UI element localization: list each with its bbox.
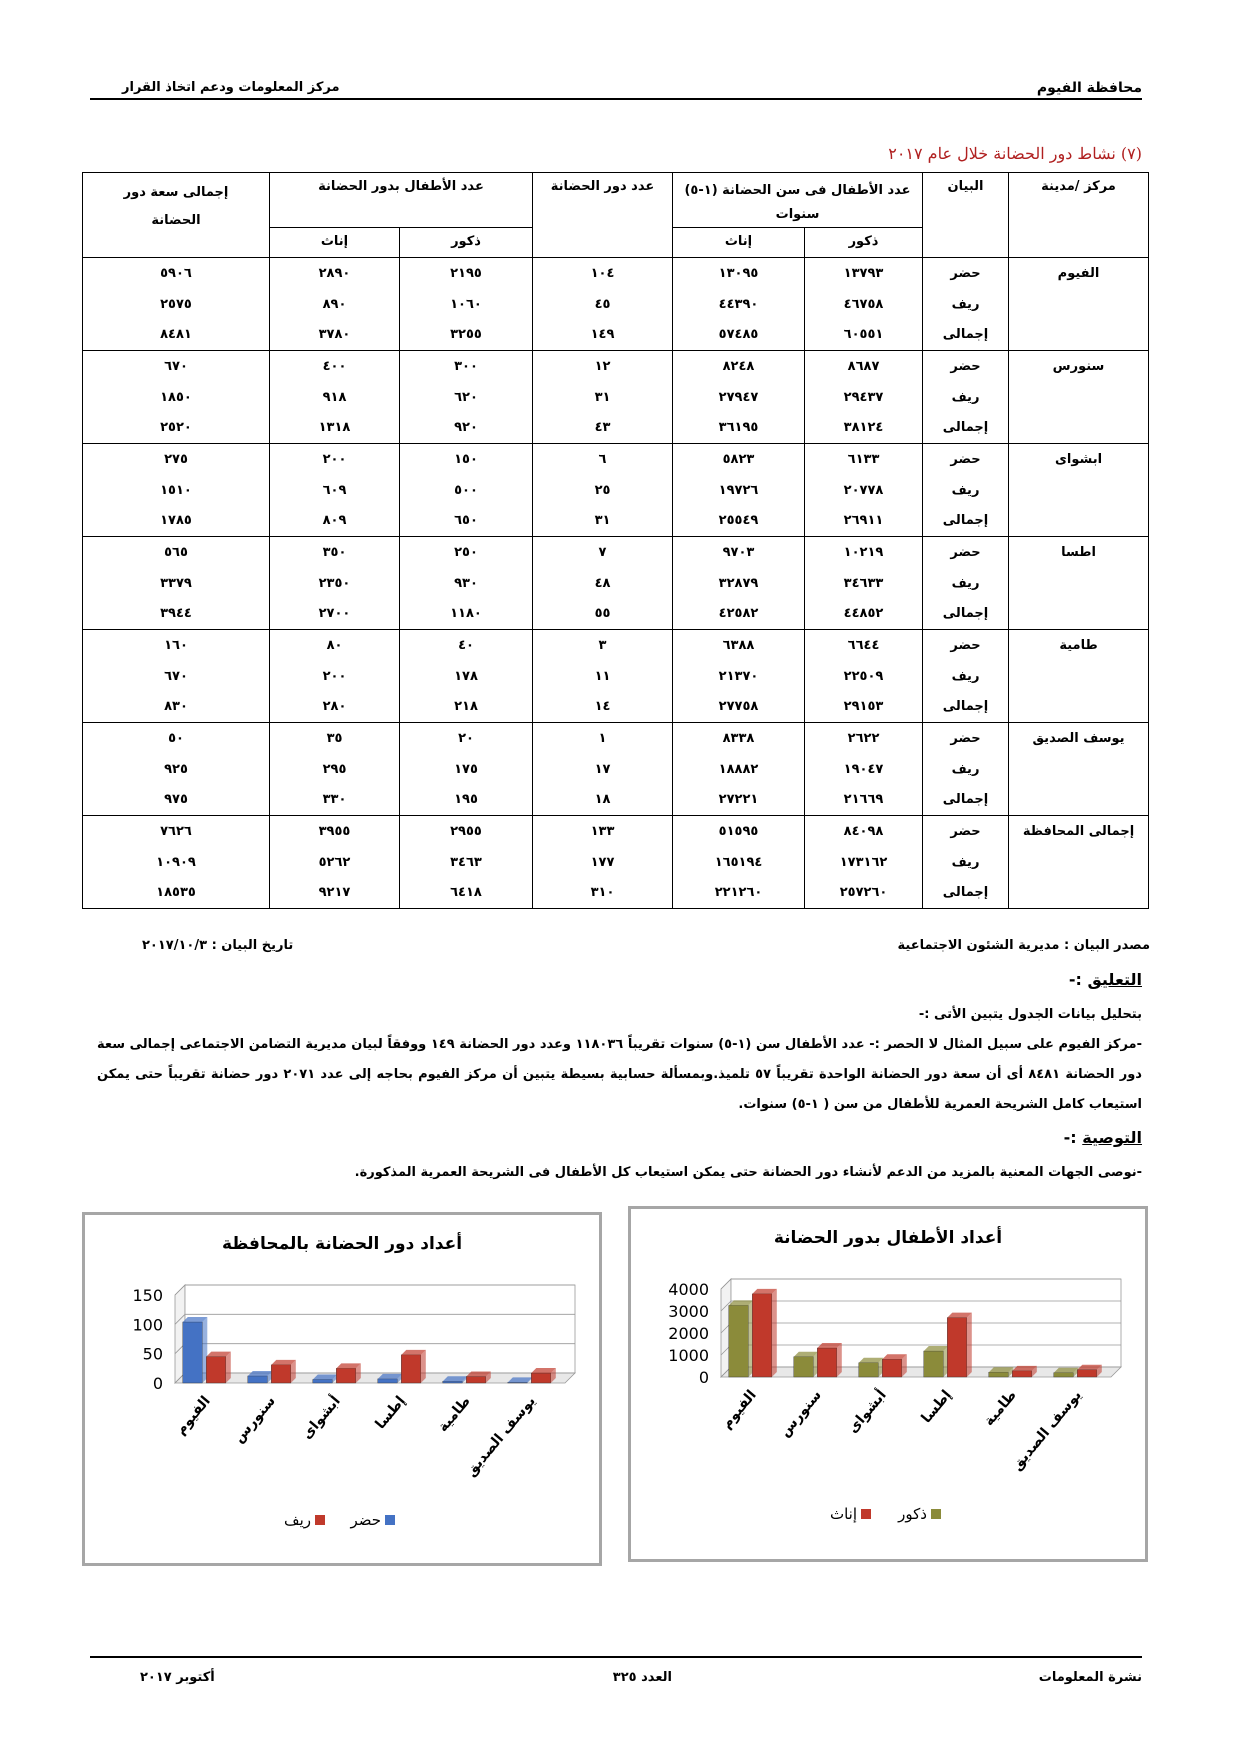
footer-bulletin: نشرة المعلومات — [1038, 1670, 1142, 1685]
legend-label: إناث — [829, 1505, 857, 1523]
table-row — [83, 413, 1149, 444]
table-cell: ٣٥ — [270, 723, 400, 754]
table-cell: ريف — [923, 847, 1009, 878]
table-cell: ١ — [533, 723, 673, 754]
x-tick-label: طامية — [980, 1387, 1020, 1430]
table-cell: ٦٠٩ — [270, 475, 400, 506]
chart-bar — [752, 1294, 772, 1377]
x-tick-label: إطسا — [918, 1387, 955, 1427]
chart-bar — [248, 1376, 267, 1383]
table-row — [83, 692, 1149, 723]
table-cell: ٢٠٧٧٨ — [805, 475, 923, 506]
data-date: تاريخ البيان : ٢٠١٧/١٠/٣ — [142, 938, 294, 953]
table-cell: حضر — [923, 444, 1009, 475]
table-cell: ٣٩٤٤ — [83, 599, 270, 630]
legend-label: ذكور — [898, 1505, 927, 1523]
table-cell: ١٥١٠ — [83, 475, 270, 506]
chart-nurseries — [82, 1212, 602, 1566]
y-tick-label: 4000 — [668, 1280, 709, 1299]
chart-bar-side — [226, 1352, 231, 1383]
table-cell: حضر — [923, 351, 1009, 382]
table-cell: ريف — [923, 661, 1009, 692]
table-cell: ٢٩١٥٣ — [805, 692, 923, 723]
table-cell: ٤٢٥٨٢ — [673, 599, 805, 630]
table-cell: ١٣٠٩٥ — [673, 258, 805, 289]
data-source: مصدر البيان : مديرية الشئون الاجتماعية — [897, 938, 1150, 953]
table-cell: ٢٠ — [400, 723, 533, 754]
chart-title: أعداد الأطفال بدور الحضانة — [773, 1228, 1003, 1248]
table-cell: ١٩٧٢٦ — [673, 475, 805, 506]
table-cell: ١٧٨٥ — [83, 506, 270, 537]
y-tick-label: 0 — [698, 1368, 709, 1387]
table-cell: ٢٢٥٠٩ — [805, 661, 923, 692]
chart-bar — [531, 1373, 551, 1383]
chart-bar-side — [837, 1343, 842, 1377]
table-cell: ٨٩٠ — [270, 289, 400, 320]
comment-intro: بتحليل بيانات الجدول يتبين الأتى :- — [918, 1007, 1142, 1022]
recommend-heading — [1064, 1128, 1142, 1147]
chart-bar — [794, 1357, 814, 1377]
x-tick-label: سنورس — [776, 1387, 825, 1441]
chart-bar — [401, 1355, 421, 1383]
table-cell: ١٠٩٠٩ — [83, 847, 270, 878]
table-row — [83, 537, 1149, 568]
cell-city: الفيوم — [1009, 258, 1149, 351]
header-center: مركز المعلومات ودعم اتخاذ القرار — [122, 80, 340, 95]
table-cell: ٨٢٤٨ — [673, 351, 805, 382]
footer-issue: العدد ٣٢٥ — [612, 1670, 672, 1685]
x-tick-label: يوسف الصديق — [462, 1393, 539, 1480]
legend-swatch — [931, 1509, 941, 1519]
table-row — [83, 258, 1149, 289]
y-tick-label: 50 — [142, 1344, 163, 1364]
table-cell: ٦٥٠ — [400, 506, 533, 537]
comment-title: التعليق — [1087, 970, 1142, 989]
table-cell: ٥٠ — [83, 723, 270, 754]
table-cell: ٤٠ — [400, 630, 533, 661]
table-cell: حضر — [923, 723, 1009, 754]
table-cell: ١٢ — [533, 351, 673, 382]
legend-label: ريف — [284, 1511, 311, 1529]
table-cell: ٢٨٩٠ — [270, 258, 400, 289]
table-cell: ٣٤٦٣٣ — [805, 568, 923, 599]
chart-bar — [859, 1363, 879, 1377]
table-cell: ١٤٩ — [533, 320, 673, 351]
table-row — [83, 661, 1149, 692]
table-cell: ٦٠٥٥١ — [805, 320, 923, 351]
table-cell: ١٥٠ — [400, 444, 533, 475]
table-cell: ٢٧٧٥٨ — [673, 692, 805, 723]
table-cell: ريف — [923, 754, 1009, 785]
table-cell: ريف — [923, 475, 1009, 506]
table-row — [83, 320, 1149, 351]
table-row — [83, 847, 1149, 878]
table-row — [83, 630, 1149, 661]
chart-title: أعداد دور الحضانة بالمحافظة — [221, 1234, 463, 1254]
table-cell: ٤٠٠ — [270, 351, 400, 382]
legend-swatch — [385, 1515, 395, 1525]
chart-bar — [947, 1318, 967, 1377]
table-cell: ١٧٨ — [400, 661, 533, 692]
table-row — [83, 475, 1149, 506]
chart-bar — [206, 1357, 226, 1383]
y-tick-label: 150 — [132, 1286, 163, 1305]
table-cell: ٦٢٠ — [400, 382, 533, 413]
col-male-in: ذكور — [400, 228, 533, 258]
table-cell: ٢٧٢٢١ — [673, 785, 805, 816]
chart-bar-side — [772, 1289, 777, 1377]
col-city: مركز /مدينة — [1009, 173, 1149, 258]
table-cell: إجمالى — [923, 320, 1009, 351]
table-cell: ٣١٠ — [533, 878, 673, 909]
table-cell: ريف — [923, 382, 1009, 413]
cell-city: سنورس — [1009, 351, 1149, 444]
chart-children — [628, 1206, 1148, 1562]
table-cell: ١٨٥٣٥ — [83, 878, 270, 909]
table-cell: ٩٧٠٣ — [673, 537, 805, 568]
x-tick-label: أبشواى — [844, 1387, 890, 1437]
table-cell: ٧ — [533, 537, 673, 568]
table-cell: ٩١٨ — [270, 382, 400, 413]
table-cell: حضر — [923, 537, 1009, 568]
table-title: (٧) نشاط دور الحضانة خلال عام ٢٠١٧ — [888, 144, 1142, 163]
table-cell: ٢٧٩٤٧ — [673, 382, 805, 413]
table-cell: ٩٣٠ — [400, 568, 533, 599]
table-row — [83, 568, 1149, 599]
chart-bar — [1077, 1370, 1097, 1377]
table-cell: ٣٧٨٠ — [270, 320, 400, 351]
table-cell: ٣ — [533, 630, 673, 661]
chart-bar — [508, 1382, 528, 1383]
table-cell: ٤٣ — [533, 413, 673, 444]
table-cell: ٨٠ — [270, 630, 400, 661]
table-cell: ٢١٦٦٩ — [805, 785, 923, 816]
table-cell: ١٠٢١٩ — [805, 537, 923, 568]
table-cell: ١٧٥ — [400, 754, 533, 785]
table-cell: ٣٨١٢٤ — [805, 413, 923, 444]
table-cell: ٢١٨ — [400, 692, 533, 723]
table-cell: ٦١٣٣ — [805, 444, 923, 475]
y-tick-label: 0 — [152, 1374, 163, 1393]
table-cell: إجمالى — [923, 785, 1009, 816]
table-cell: ٤٨ — [533, 568, 673, 599]
table-cell: حضر — [923, 816, 1009, 847]
table-cell: ١٨٥٠ — [83, 382, 270, 413]
recommend-title: التوصية — [1082, 1128, 1142, 1147]
col-children-age: عدد الأطفال فى سن الحضانة (١-٥) سنوات — [673, 173, 923, 228]
table-cell: ١٣١٨ — [270, 413, 400, 444]
table-cell: ٢٠٠ — [270, 444, 400, 475]
chart-bar — [882, 1359, 902, 1377]
table-cell: ١٧٧ — [533, 847, 673, 878]
cell-city: طامية — [1009, 630, 1149, 723]
col-nurseries: عدد دور الحضانة — [533, 173, 673, 258]
table-cell: ٩٢٠ — [400, 413, 533, 444]
table-cell: ٢٥٢٠ — [83, 413, 270, 444]
table-cell: ٢٨٠ — [270, 692, 400, 723]
table-cell: إجمالى — [923, 878, 1009, 909]
table-cell: إجمالى — [923, 599, 1009, 630]
chart-bar — [443, 1381, 463, 1383]
table-row — [83, 754, 1149, 785]
table-cell: ٣٥٠ — [270, 537, 400, 568]
page-footer — [90, 1656, 1142, 1688]
chart-bar-side — [421, 1350, 426, 1383]
table-row — [83, 382, 1149, 413]
table-cell: ٣٩٥٥ — [270, 816, 400, 847]
table-cell: ٩٢١٧ — [270, 878, 400, 909]
table-cell: ١٩٥ — [400, 785, 533, 816]
table-cell: ٥١٥٩٥ — [673, 816, 805, 847]
table-cell: ٢٥٧٥ — [83, 289, 270, 320]
table-cell: ٣٦١٩٥ — [673, 413, 805, 444]
col-children-in: عدد الأطفال بدور الحضانة — [270, 173, 533, 228]
table-cell: ١٨٨٨٢ — [673, 754, 805, 785]
chart-bar — [336, 1368, 356, 1383]
table-row — [83, 816, 1149, 847]
table-cell: ٣٢٥٥ — [400, 320, 533, 351]
table-cell: ٤٥ — [533, 289, 673, 320]
table-cell: ٦٧٠ — [83, 351, 270, 382]
table-cell: ٨٣٣٨ — [673, 723, 805, 754]
table-cell: ٦٣٨٨ — [673, 630, 805, 661]
table-cell: ٨٠٩ — [270, 506, 400, 537]
table-cell: ٢١٩٥ — [400, 258, 533, 289]
table-cell: ٢٩٥ — [270, 754, 400, 785]
table-cell: ٨٤٨١ — [83, 320, 270, 351]
table-cell: ٥٧٤٨٥ — [673, 320, 805, 351]
table-cell: ٢١٣٧٠ — [673, 661, 805, 692]
table-cell: ٢٧٠٠ — [270, 599, 400, 630]
col-female-age: إناث — [673, 228, 805, 258]
table-cell: ٢٥٧٢٦٠ — [805, 878, 923, 909]
table-cell: ريف — [923, 289, 1009, 320]
y-tick-label: 100 — [132, 1315, 163, 1335]
x-tick-label: الفيوم — [172, 1393, 214, 1438]
table-cell: ٩٢٥ — [83, 754, 270, 785]
header-governorate: محافظة الفيوم — [1036, 80, 1142, 96]
table-row — [83, 351, 1149, 382]
table-cell: ٢٥ — [533, 475, 673, 506]
table-cell: ١٠٤ — [533, 258, 673, 289]
chart-bar — [817, 1348, 837, 1377]
cell-city: ابشواى — [1009, 444, 1149, 537]
comment-text: -مركز الفيوم على سبيل المثال لا الحصر :- عدد الأطفال سن (١-٥) سنوات تقريباً ١١٨٠٣٦ وعدد دور الحضانة ١٤٩ ووفقاً لبيان مديرية التضامن الاجتماعى إجمالى سعة دور الحضانة ٨٤٨١ أى أن سعة دور الحضانة الواحدة تقريباً ٥٧ تلميذ.وبمسألة حسابية بسيطة يتبين أن مركز الفيوم بحاجه إلى عدد ٢٠٧١ دور حضانة تقريباً حتى يمكن استيعاب كامل الشريحة العمرية للأطفال من سن ( ١-٥) سنوات. — [97, 1037, 1142, 1112]
col-female-in: إناث — [270, 228, 400, 258]
x-tick-label: إطسا — [372, 1393, 409, 1433]
table-cell: ١١ — [533, 661, 673, 692]
chart-bar — [378, 1379, 398, 1383]
comment-suffix: :- — [1068, 970, 1088, 989]
table-cell: ٨٤٠٩٨ — [805, 816, 923, 847]
footer-date: أكتوبر ٢٠١٧ — [140, 1670, 215, 1685]
table-row — [83, 506, 1149, 537]
table-cell: ١٦٠ — [83, 630, 270, 661]
table-cell: ١٣٣ — [533, 816, 673, 847]
legend-swatch — [861, 1509, 871, 1519]
y-tick-label: 2000 — [668, 1324, 709, 1343]
table-cell: ١٧٣١٦٢ — [805, 847, 923, 878]
table-cell: ٢٠٠ — [270, 661, 400, 692]
table-cell: ٢٧٥ — [83, 444, 270, 475]
table-cell: ١٩٠٤٧ — [805, 754, 923, 785]
table-cell: حضر — [923, 630, 1009, 661]
table-cell: ٣٠٠ — [400, 351, 533, 382]
table-cell: ١٧ — [533, 754, 673, 785]
nursery-table — [82, 172, 1149, 909]
x-tick-label: الفيوم — [718, 1387, 760, 1432]
table-cell: ٥٥ — [533, 599, 673, 630]
table-row — [83, 599, 1149, 630]
chart-nurseries-svg — [85, 1215, 599, 1563]
table-cell: ٢٩٥٥ — [400, 816, 533, 847]
table-cell: ٥٢٦٢ — [270, 847, 400, 878]
table-row — [83, 444, 1149, 475]
table-cell: ١١٨٠ — [400, 599, 533, 630]
table-cell: ٨٦٨٧ — [805, 351, 923, 382]
table-cell: ٣٤٦٣ — [400, 847, 533, 878]
chart-bar — [729, 1305, 749, 1377]
chart-bar — [313, 1379, 333, 1383]
table-cell: ٧٦٢٦ — [83, 816, 270, 847]
legend-label: حضر — [350, 1511, 381, 1529]
x-tick-label: يوسف الصديق — [1008, 1387, 1085, 1474]
table-cell: ٨٣٠ — [83, 692, 270, 723]
chart-bar — [989, 1372, 1009, 1377]
table-cell: ٢٦٢٢ — [805, 723, 923, 754]
page-header — [90, 78, 1142, 100]
table-cell: ١٣٧٩٣ — [805, 258, 923, 289]
table-cell: ٢٣٥٠ — [270, 568, 400, 599]
col-male-age: ذكور — [805, 228, 923, 258]
table-cell: ٢٥٠ — [400, 537, 533, 568]
table-cell: ٣١ — [533, 506, 673, 537]
table-cell: ٣٣٠ — [270, 785, 400, 816]
chart-bar — [183, 1322, 203, 1383]
recommend-suffix: :- — [1063, 1128, 1083, 1147]
chart-bar — [466, 1377, 486, 1383]
chart-back-wall — [185, 1285, 575, 1373]
table-cell: ٦٦٤٤ — [805, 630, 923, 661]
table-cell: ٦ — [533, 444, 673, 475]
table-cell: ٤٤٨٥٢ — [805, 599, 923, 630]
table-cell: ٥٨٢٣ — [673, 444, 805, 475]
table-cell: ٢٦٩١١ — [805, 506, 923, 537]
table-row — [83, 785, 1149, 816]
table-cell: ٣٢٨٧٩ — [673, 568, 805, 599]
table-cell: ١٤ — [533, 692, 673, 723]
table-cell: إجمالى — [923, 506, 1009, 537]
table-cell: ٤٦٧٥٨ — [805, 289, 923, 320]
table-cell: ١٨ — [533, 785, 673, 816]
cell-city: اطسا — [1009, 537, 1149, 630]
y-tick-label: 1000 — [668, 1346, 709, 1365]
table-cell: ١٦٥١٩٤ — [673, 847, 805, 878]
table-cell: ٥٠٠ — [400, 475, 533, 506]
chart-bar — [271, 1365, 291, 1383]
col-capacity: إجمالى سعة دور الحضانة — [83, 173, 270, 258]
table-cell: ٣٣٧٩ — [83, 568, 270, 599]
x-tick-label: طامية — [434, 1393, 474, 1436]
table-cell: ٥٦٥ — [83, 537, 270, 568]
chart-children-svg — [631, 1209, 1145, 1559]
x-tick-label: أبشواى — [298, 1393, 344, 1443]
table-cell: ٢٢١٢٦٠ — [673, 878, 805, 909]
table-cell: ٦٤١٨ — [400, 878, 533, 909]
legend-swatch — [315, 1515, 325, 1525]
chart-bar — [1012, 1371, 1032, 1377]
table-cell: ريف — [923, 568, 1009, 599]
table-cell: ٩٧٥ — [83, 785, 270, 816]
y-tick-label: 3000 — [668, 1302, 709, 1321]
table-cell: ٢٩٤٣٧ — [805, 382, 923, 413]
table-cell: ٢٥٥٤٩ — [673, 506, 805, 537]
table-row — [83, 289, 1149, 320]
x-tick-label: سنورس — [230, 1393, 279, 1447]
cell-city: إجمالى المحافظة — [1009, 816, 1149, 909]
table-row — [83, 878, 1149, 909]
col-item: البيان — [923, 173, 1009, 258]
chart-bar — [924, 1351, 944, 1377]
table-cell: ٥٩٠٦ — [83, 258, 270, 289]
chart-bar — [1054, 1373, 1074, 1377]
table-cell: حضر — [923, 258, 1009, 289]
cell-city: يوسف الصديق — [1009, 723, 1149, 816]
table-cell: ٣١ — [533, 382, 673, 413]
table-cell: إجمالى — [923, 692, 1009, 723]
table-row — [83, 723, 1149, 754]
chart-bar-side — [967, 1313, 972, 1377]
table-cell: ٦٧٠ — [83, 661, 270, 692]
recommend-text: -نوصى الجهات المعنية بالمزيد من الدعم لأنشاء دور الحضانة حتى يمكن استيعاب كل الأطفال فى الشريحة العمرية المذكورة. — [354, 1165, 1142, 1180]
table-cell: إجمالى — [923, 413, 1009, 444]
table-cell: ١٠٦٠ — [400, 289, 533, 320]
comment-heading — [1069, 970, 1142, 989]
table-cell: ٤٤٣٩٠ — [673, 289, 805, 320]
